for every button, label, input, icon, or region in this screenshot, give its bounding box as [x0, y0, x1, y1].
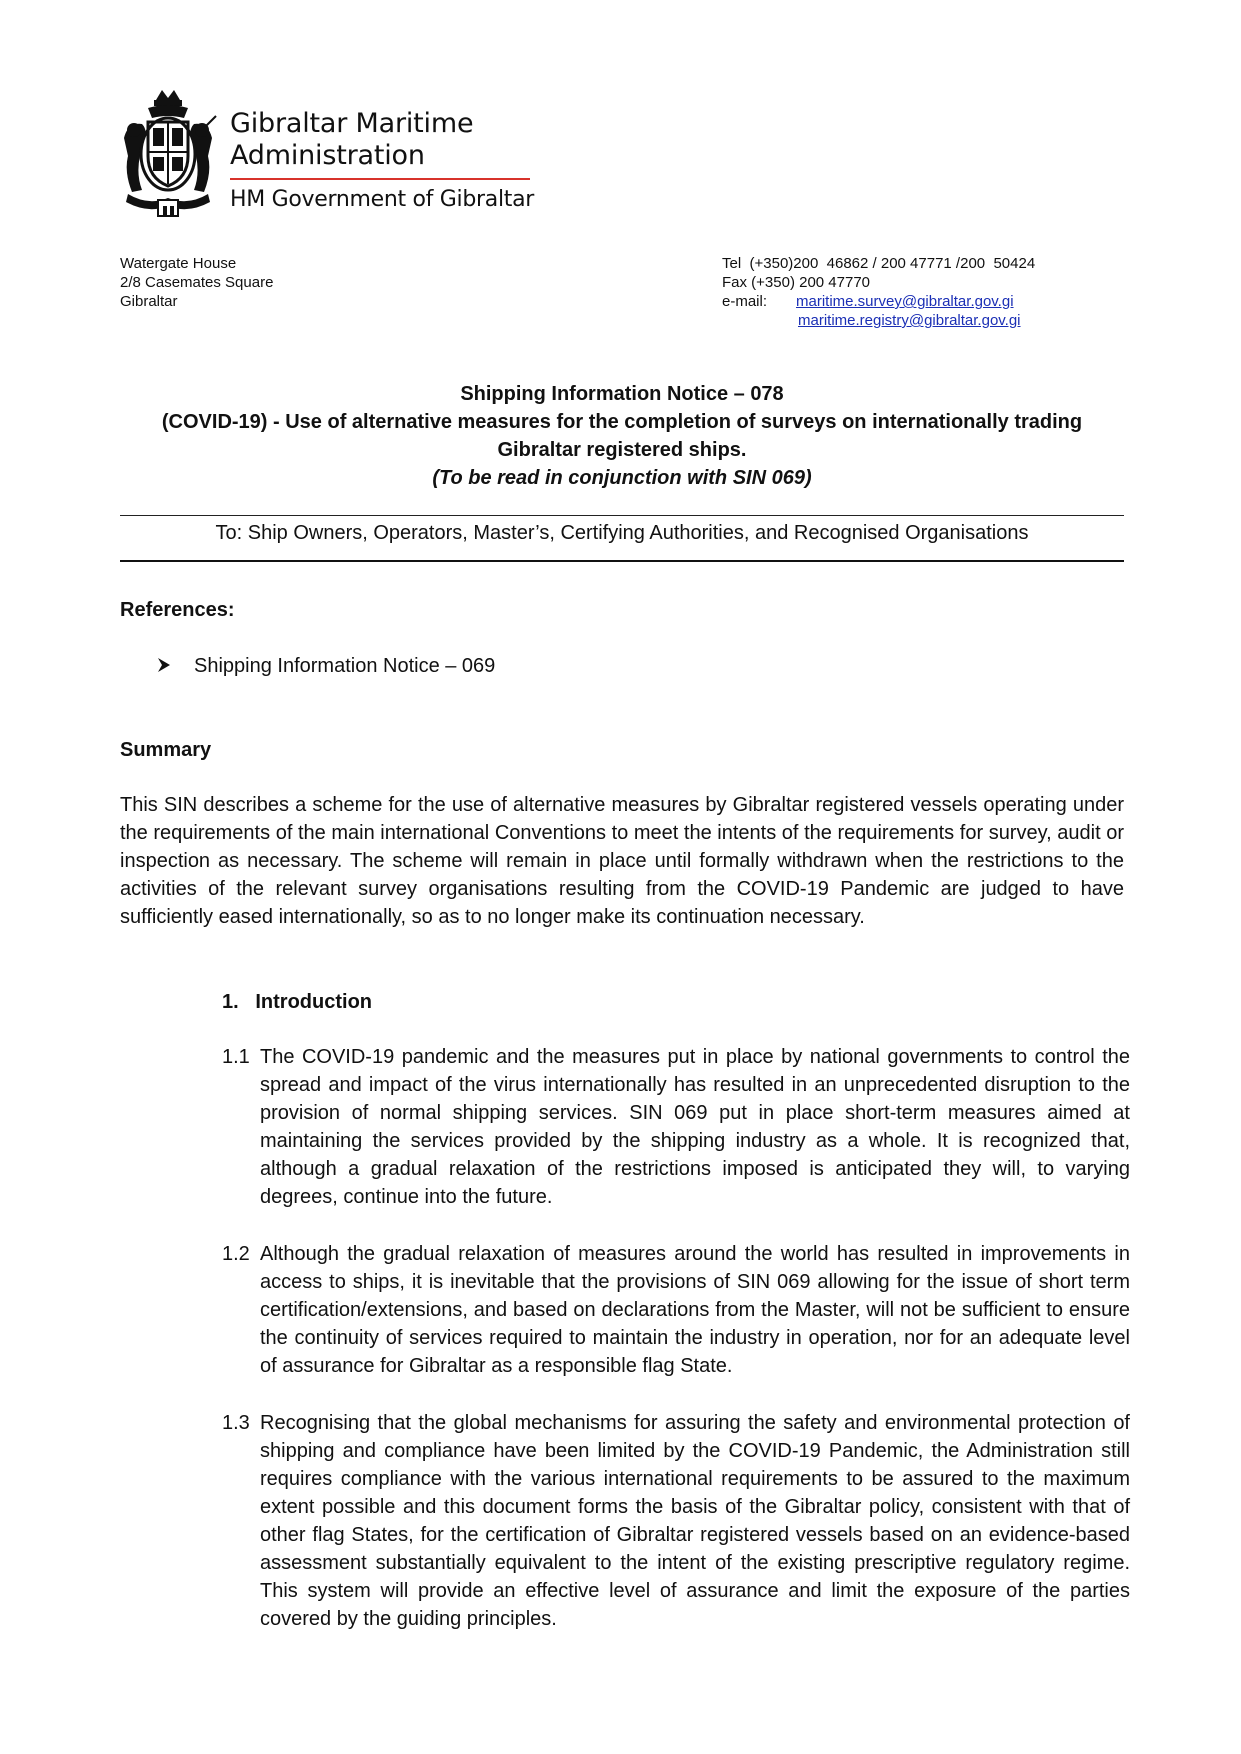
notice-subtitle: (COVID-19) - Use of alternative measures for the completion of surveys on internationally trading	[161, 411, 1083, 433]
notice-note: (To be read in conjunction with SIN 069)	[432, 467, 812, 489]
gibraltar-royal-crest-icon	[118, 86, 218, 218]
paragraph-number: 1.3	[222, 1412, 250, 1434]
paragraph-text: The COVID-19 pandemic and the measures put in place by national governments to control the spread and impact of the virus internationally has resulted in an unprecedented disruption to the provision of normal shipping services. SIN 069 put in place short-term measures aimed at maintaining the services provided by the shipping industry as a whole. It is recognized that, although a gradual relaxation of the restrictions imposed is anticipated they will, to varying degrees, continue into the future.	[260, 1046, 1130, 1208]
paragraph	[222, 1240, 1130, 1380]
section-title: Introduction	[255, 991, 372, 1013]
government-name: HM Government of Gibraltar	[230, 187, 535, 212]
address-block	[120, 254, 273, 311]
telephone-number: Tel (+350)200 46862 / 200 47771 /200 50424	[722, 255, 1036, 272]
paragraph	[222, 1043, 1130, 1211]
paragraph-text: Although the gradual relaxation of measures around the world has resulted in improvements in access to ships, it is inevitable that the provisions of SIN 069 allowing for the issue of short term certification/extensions, and based on declarations from the Master, will not be sufficient to ensure the continuity of services required to maintain the industry in operation, nor for an adequate level of assurance for Gibraltar as a responsible flag State.	[260, 1243, 1130, 1377]
paragraph-number: 1.2	[222, 1243, 250, 1265]
reference-item	[156, 652, 495, 680]
recipients-line: To: Ship Owners, Operators, Master’s, Certifying Authorities, and Recognised Organisations	[215, 522, 1029, 544]
letterhead-divider	[230, 178, 530, 180]
address-line: Gibraltar	[120, 293, 178, 310]
arrow-bullet-icon	[156, 652, 194, 680]
registry-email-link[interactable]: maritime.registry@gibraltar.gov.gi	[798, 312, 1021, 329]
paragraph-text: Recognising that the global mechanisms for assuring the safety and environmental protection of shipping and compliance have been limited by the COVID-19 Pandemic, the Administration still requires compliance with the various international requirements to be assured to the maximum extent possible and this document forms the basis of the Gibraltar policy, consistent with that of other flag States, for the certification of Gibraltar registered vessels based on an evidence-based assessment substantially equivalent to the intent of the existing prescriptive regulatory regime. This system will provide an effective level of assurance and limit the exposure of the parties covered by the guiding principles.	[260, 1412, 1130, 1630]
survey-email-link[interactable]: maritime.survey@gibraltar.gov.gi	[796, 293, 1014, 310]
paragraph	[222, 1409, 1130, 1633]
section-number: 1.	[222, 991, 239, 1013]
notice-title: Shipping Information Notice – 078	[460, 383, 784, 405]
notice-title-block	[120, 380, 1124, 492]
section-heading	[222, 988, 372, 1016]
organization-name: Gibraltar Maritime Administration	[230, 108, 474, 171]
summary-text: This SIN describes a scheme for the use of alternative measures by Gibraltar registered vessels operating under the requirements of the main international Conventions to meet the intents of the requirements for survey, audit or inspection as necessary. The scheme will remain in place until formally withdrawn when the restrictions to the activities of the relevant survey organisations resulting from the COVID-19 Pandemic are judged to have sufficiently eased internationally, so as to no longer make its continuation necessary.	[120, 794, 1124, 928]
notice-subtitle: Gibraltar registered ships.	[497, 439, 747, 461]
paragraph-number: 1.1	[222, 1046, 250, 1068]
divider	[120, 560, 1124, 562]
address-line: Watergate House	[120, 255, 237, 272]
divider	[120, 515, 1124, 516]
references-heading: References:	[120, 599, 235, 621]
reference-text: Shipping Information Notice – 069	[194, 655, 496, 677]
fax-number: Fax (+350) 200 47770	[722, 274, 871, 291]
summary-heading: Summary	[120, 739, 212, 761]
address-line: 2/8 Casemates Square	[120, 274, 274, 291]
email-label: e-mail:	[722, 293, 768, 310]
